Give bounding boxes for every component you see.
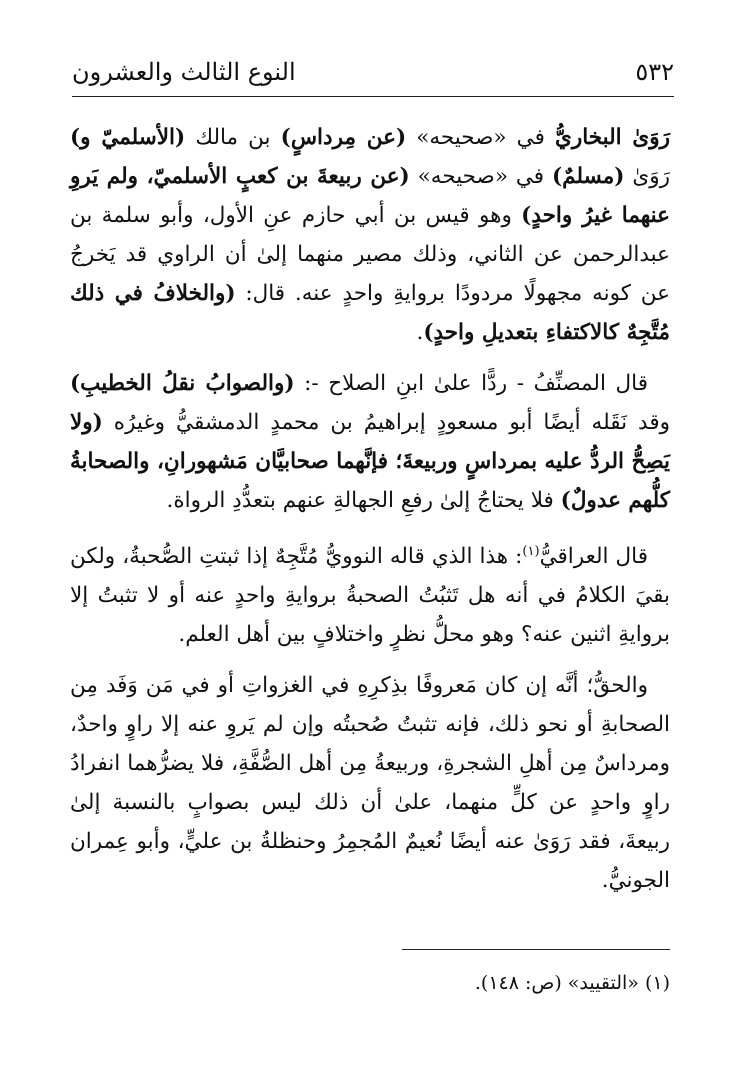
text-run: رَوَىٰ: [624, 164, 670, 189]
footnote-rule: [402, 949, 670, 950]
paragraph: [70, 666, 670, 900]
paragraph: [70, 118, 670, 352]
main-text: [70, 118, 670, 912]
text-run: في «صحيحه»: [409, 164, 552, 189]
paragraph: [70, 364, 670, 520]
text-run: وهو قيس بن أبي حازم عنِ الأول، وأبو سلمة بن عبدالرحمن عن الثاني، وذلك مصير منهما إلىٰ أن الراوي قد يَخرجُ عن كونه مجهولًا مردودًا بروايةِ واحدٍ عنه. قال:: [70, 203, 670, 306]
running-header: [72, 52, 674, 96]
bold-text-run: (عن مِرداسٍ): [280, 125, 407, 150]
running-title: النوع الثالث والعشرون: [72, 58, 296, 86]
text-run: في «صحيحه»: [406, 125, 555, 150]
footnote: (١) «التقييد» (ص: ١٤٨).: [474, 972, 670, 994]
paragraph: [70, 532, 670, 654]
bold-text-run: (مسلمٌ): [552, 164, 625, 189]
bold-text-run: (الأسلميّ و): [70, 125, 186, 150]
bold-text-run: (ولا يَصِحُّ الردُّ عليه بمرداسٍ وربيعةَ؛ فإنَّهما صحابيَّان مَشهورانِ، والصحابةُ كلُّهم عدولٌ): [70, 410, 670, 513]
text-run: قال العراقيُّ: [539, 544, 648, 570]
bold-text-run: رَوَىٰ البخاريُّ: [555, 125, 671, 150]
text-run: بن مالك: [185, 125, 281, 150]
bold-text-run: (والخلافُ في ذلك مُتَّجِهٌ كالاكتفاءِ بتعديلِ واحدٍ): [70, 281, 670, 345]
text-run: .: [416, 320, 424, 345]
footnote-marker: (١): [522, 544, 540, 559]
text-run: وقد نَقَله أيضًا أبو مسعودٍ إبراهيمُ بن محمدٍ الدمشقيُّ وغيرُه: [102, 410, 670, 435]
text-run: فلا يحتاجُ إلىٰ رفعِ الجهالةِ عنهم بتعدُّدِ الرواة.: [166, 488, 561, 513]
header-rule: [72, 96, 674, 97]
text-run: والحقُّ؛ أنَّه إن كان مَعروفًا بذِكرِهِ في الغزواتِ أو في مَن وَفَد مِن الصحابةِ أو نحو ذلك، فإنه تثبتُ صُحبتُه وإن لم يَروِ عنه إلا راوٍ واحدٌ، ومرداسٌ مِن أهلِ الشجرةِ، وربيعةُ مِن أهل الصُّفَّةِ، فلا يضرُّهما انفرادُ راوٍ واحدٍ عن كلٍّ منهما، علىٰ أن ذلك ليس بصوابٍ بالنسبة إلىٰ ربيعةَ، فقد رَوَىٰ عنه أيضًا نُعيمٌ المُجمِرُ وحنظلةُ بن عليٍّ، وأبو عِمران الجونيُّ.: [70, 673, 670, 894]
bold-text-run: (والصوابُ نقلُ الخطيبِ): [70, 371, 295, 396]
text-run: : هذا الذي قاله النوويُّ مُتَّجِهٌ إذا ثبتتِ الصُّحبةُ، ولكن بقيَ الكلامُ في أنه هل تَثبُتُ الصحبةُ بروايةِ واحدٍ عنه أو لا تثبتُ إلا بروايةِ اثنين عنه؟ وهو محلُّ نظرٍ واختلافٍ بين أهل العلم.: [70, 544, 670, 648]
bold-text-run: (عن ربيعةَ بن كعبٍ الأسلميّ، ولم يَروِ عنهما غيرُ واحدٍ): [70, 164, 670, 228]
text-run: قال المصنِّفُ - ردًّا علىٰ ابنِ الصلاح -:: [294, 371, 649, 396]
page-number: ٥٣٢: [635, 58, 674, 86]
